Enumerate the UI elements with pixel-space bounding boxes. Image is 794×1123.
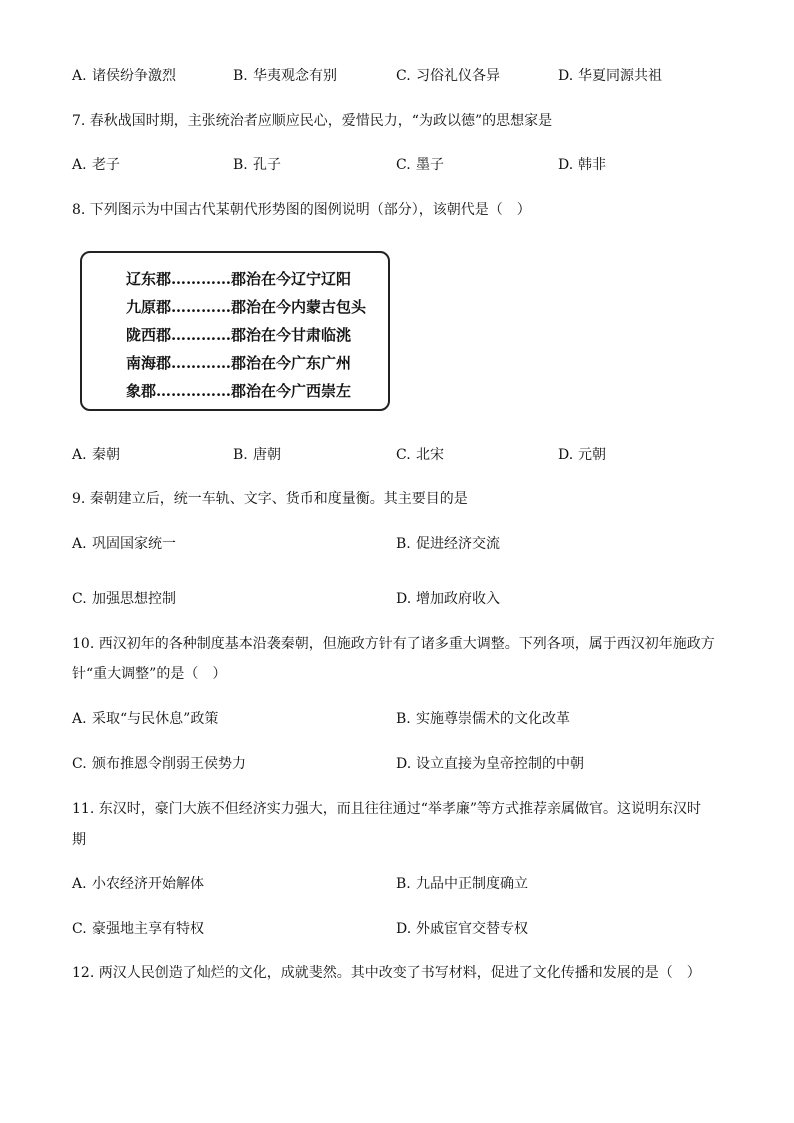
option-text: 秦朝 — [92, 447, 120, 463]
option-letter: B. — [233, 447, 248, 463]
option-letter: A. — [72, 711, 87, 727]
q11-option-c[interactable] — [72, 919, 204, 939]
option-letter: C. — [72, 591, 87, 607]
option-letter: D. — [396, 756, 412, 772]
option-text: 华夷观念有别 — [253, 68, 337, 84]
q11-option-d[interactable] — [396, 919, 528, 939]
option-text: 巩固国家统一 — [92, 536, 176, 552]
q11-option-a[interactable] — [72, 874, 204, 894]
option-text: 小农经济开始解体 — [92, 876, 204, 892]
option-text: 外戚宦官交替专权 — [416, 921, 528, 937]
legend-row: 南海郡…………郡治在今广东广州 — [126, 354, 352, 372]
option-letter: D. — [558, 68, 574, 84]
legend-row: 象郡……………郡治在今广西崇左 — [126, 382, 352, 400]
option-letter: C. — [396, 447, 411, 463]
q8-option-c[interactable] — [396, 445, 444, 465]
q10-option-c[interactable] — [72, 754, 246, 774]
q10-stem-line-1: 10. 西汉初年的各种制度基本沿袭秦朝，但施政方针有了诸多重大调整。下列各项，属于西汉初年施政方 — [72, 636, 715, 652]
option-text: 墨子 — [416, 157, 444, 173]
q8-stem: 8. 下列图示为中国古代某朝代形势图的图例说明（部分），该朝代是（ ） — [72, 202, 531, 218]
option-text: 华夏同源共祖 — [578, 68, 662, 84]
q7-option-a[interactable] — [72, 155, 120, 175]
option-text: 九品中正制度确立 — [416, 876, 528, 892]
q8-option-a[interactable] — [72, 445, 120, 465]
q10-option-a[interactable] — [72, 709, 218, 729]
q6-option-c[interactable] — [396, 66, 500, 86]
q9-option-a[interactable] — [72, 534, 176, 554]
q9-stem: 9. 秦朝建立后，统一车轨、文字、货币和度量衡。其主要目的是 — [72, 491, 468, 507]
option-letter: B. — [233, 157, 248, 173]
q7-option-d[interactable] — [558, 155, 606, 175]
option-letter: D. — [396, 591, 412, 607]
q8-option-b[interactable] — [233, 445, 281, 465]
option-letter: A. — [72, 876, 87, 892]
q11-option-b[interactable] — [396, 874, 528, 894]
legend-row: 陇西郡…………郡治在今甘肃临洮 — [126, 326, 352, 344]
q6-option-d[interactable] — [558, 66, 662, 86]
option-letter: C. — [72, 756, 87, 772]
option-text: 颁布推恩令削弱王侯势力 — [92, 756, 246, 772]
option-text: 唐朝 — [253, 447, 281, 463]
q9-option-b[interactable] — [396, 534, 500, 554]
q12-stem: 12. 两汉人民创造了灿烂的文化，成就斐然。其中改变了书写材料，促进了文化传播和发展的是（ ） — [72, 965, 701, 981]
option-letter: B. — [396, 536, 411, 552]
legend-row: 九原郡…………郡治在今内蒙古包头 — [126, 298, 367, 316]
option-text: 北宋 — [416, 447, 444, 463]
q9-option-c[interactable] — [72, 589, 176, 609]
option-text: 习俗礼仪各异 — [416, 68, 500, 84]
option-text: 元朝 — [578, 447, 606, 463]
option-letter: C. — [72, 921, 87, 937]
q10-stem-line-2: 针“重大调整”的是（ ） — [72, 666, 227, 682]
option-letter: B. — [396, 711, 411, 727]
option-text: 豪强地主享有特权 — [92, 921, 204, 937]
option-text: 促进经济交流 — [416, 536, 500, 552]
map-legend-box — [80, 251, 390, 411]
q11-stem-line-2: 期 — [72, 832, 86, 848]
option-text: 诸侯纷争激烈 — [92, 68, 176, 84]
option-letter: C. — [396, 157, 411, 173]
q7-option-c[interactable] — [396, 155, 444, 175]
q6-option-b[interactable] — [233, 66, 337, 86]
option-text: 设立直接为皇帝控制的中朝 — [416, 756, 584, 772]
option-letter: A. — [72, 68, 87, 84]
option-text: 采取“与民休息”政策 — [92, 711, 219, 727]
option-letter: C. — [396, 68, 411, 84]
q7-option-b[interactable] — [233, 155, 281, 175]
q11-stem-line-1: 11. 东汉时，豪门大族不但经济实力强大，而且往往通过“举孝廉”等方式推荐亲属做官。这说明东汉时 — [72, 801, 702, 817]
q9-option-d[interactable] — [396, 589, 500, 609]
q6-option-a[interactable] — [72, 66, 176, 86]
q10-option-b[interactable] — [396, 709, 570, 729]
option-letter: B. — [233, 68, 248, 84]
option-text: 孔子 — [253, 157, 281, 173]
q10-option-d[interactable] — [396, 754, 584, 774]
option-text: 加强思想控制 — [92, 591, 176, 607]
option-letter: D. — [558, 157, 574, 173]
option-letter: B. — [396, 876, 411, 892]
option-text: 老子 — [92, 157, 120, 173]
option-text: 实施尊崇儒术的文化改革 — [416, 711, 570, 727]
option-text: 增加政府收入 — [416, 591, 500, 607]
option-text: 韩非 — [578, 157, 606, 173]
option-letter: D. — [558, 447, 574, 463]
q7-stem: 7. 春秋战国时期，主张统治者应顺应民心，爱惜民力，“为政以德”的思想家是 — [72, 113, 553, 129]
q8-option-d[interactable] — [558, 445, 606, 465]
option-letter: A. — [72, 447, 87, 463]
option-letter: D. — [396, 921, 412, 937]
option-letter: A. — [72, 536, 87, 552]
legend-row: 辽东郡…………郡治在今辽宁辽阳 — [126, 270, 352, 288]
option-letter: A. — [72, 157, 87, 173]
